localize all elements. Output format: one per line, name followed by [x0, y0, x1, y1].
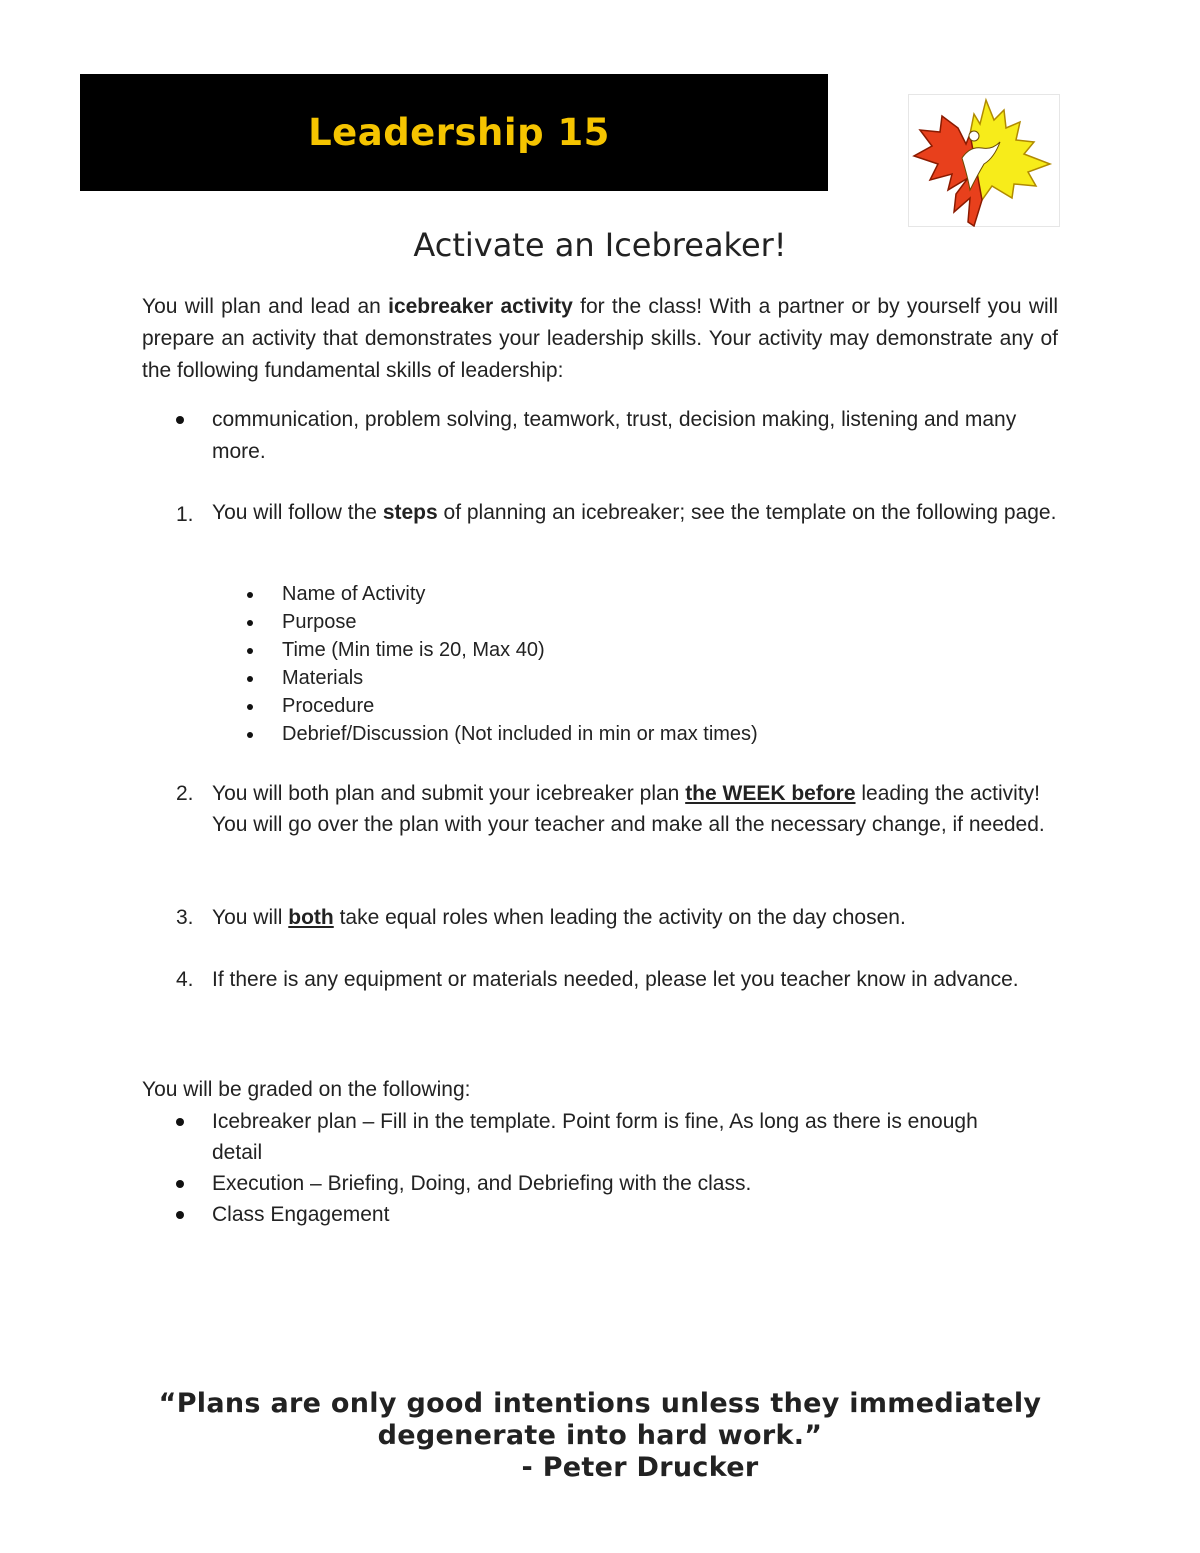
grading-item: Execution – Briefing, Doing, and Debriefing with the class.	[212, 1172, 752, 1195]
sub-bullet-dot	[247, 648, 253, 654]
step-number: 4.	[176, 968, 194, 991]
step-1-item: Name of Activity	[282, 583, 426, 605]
step-4-text: If there is any equipment or materials needed, please let you teacher know in advance.	[212, 968, 1019, 991]
step-3-part-1: You will	[212, 906, 289, 929]
bullet-dot	[176, 1180, 184, 1188]
step-2-part-2: leading the activity! You will go over the plan with your teacher and make all the necessary change, if needed.	[212, 782, 1045, 836]
grading-item: Icebreaker plan – Fill in the template. Point form is fine, As long as there is enough detail	[212, 1110, 978, 1164]
step-1-bold: steps	[382, 501, 438, 524]
step-number: 3.	[176, 906, 194, 929]
sub-bullet-dot	[247, 732, 253, 738]
maple-leaf-logo	[908, 94, 1060, 227]
maple-leaf-icon	[908, 94, 1060, 227]
step-number: 1.	[176, 503, 194, 526]
step-1-item: Procedure	[282, 695, 375, 717]
intro-text-1: You will plan and lead an	[142, 295, 389, 318]
closing-quote	[0, 1388, 1200, 1484]
step-1-item: Debrief/Discussion (Not included in min or max times)	[282, 723, 758, 745]
step-1-item: Time (Min time is 20, Max 40)	[282, 639, 545, 661]
step-3-part-2: take equal roles when leading the activity on the day chosen.	[333, 906, 906, 929]
skills-bullet: communication, problem solving, teamwork, trust, decision making, listening and many more.	[212, 408, 1017, 463]
sub-bullet-dot	[247, 592, 253, 598]
quote-author: - Peter Drucker	[521, 1452, 759, 1483]
step-2-bold: the WEEK before	[685, 782, 856, 805]
step-1-text	[212, 499, 1074, 527]
step-2-text	[212, 778, 1062, 840]
step-number: 2.	[176, 782, 194, 805]
header-banner	[80, 74, 828, 191]
quote-line-2: degenerate into hard work.”	[377, 1420, 823, 1451]
bullet-dot	[176, 416, 184, 424]
document-subtitle: Activate an Icebreaker!	[413, 226, 787, 264]
intro-paragraph	[142, 291, 1058, 387]
step-1-item: Purpose	[282, 611, 357, 633]
grading-intro: You will be graded on the following:	[142, 1078, 471, 1101]
step-1-part-2: of planning an icebreaker; see the template on the following page.	[437, 501, 1057, 524]
quote-line-1: “Plans are only good intentions unless they immediately	[158, 1388, 1042, 1419]
page-title: Leadership 15	[308, 111, 610, 154]
step-3-text	[212, 902, 1062, 934]
intro-text-2: for the class! With a partner or by yourself you will prepare an activity that demonstrates your leadership skills. Your activity may demonstrate any of the following fundamental skills of leadership:	[142, 295, 1058, 382]
bullet-dot	[176, 1118, 184, 1126]
step-3-bold: both	[288, 906, 334, 929]
intro-bold: icebreaker activity	[388, 295, 573, 318]
sub-bullet-dot	[247, 620, 253, 626]
step-1-item: Materials	[282, 667, 364, 689]
bullet-dot	[176, 1211, 184, 1219]
grading-item: Class Engagement	[212, 1203, 390, 1226]
step-1-part-1: You will follow the	[212, 501, 383, 524]
step-2-part-1: You will both plan and submit your icebreaker plan	[212, 782, 686, 805]
sub-bullet-dot	[247, 704, 253, 710]
sub-bullet-dot	[247, 676, 253, 682]
